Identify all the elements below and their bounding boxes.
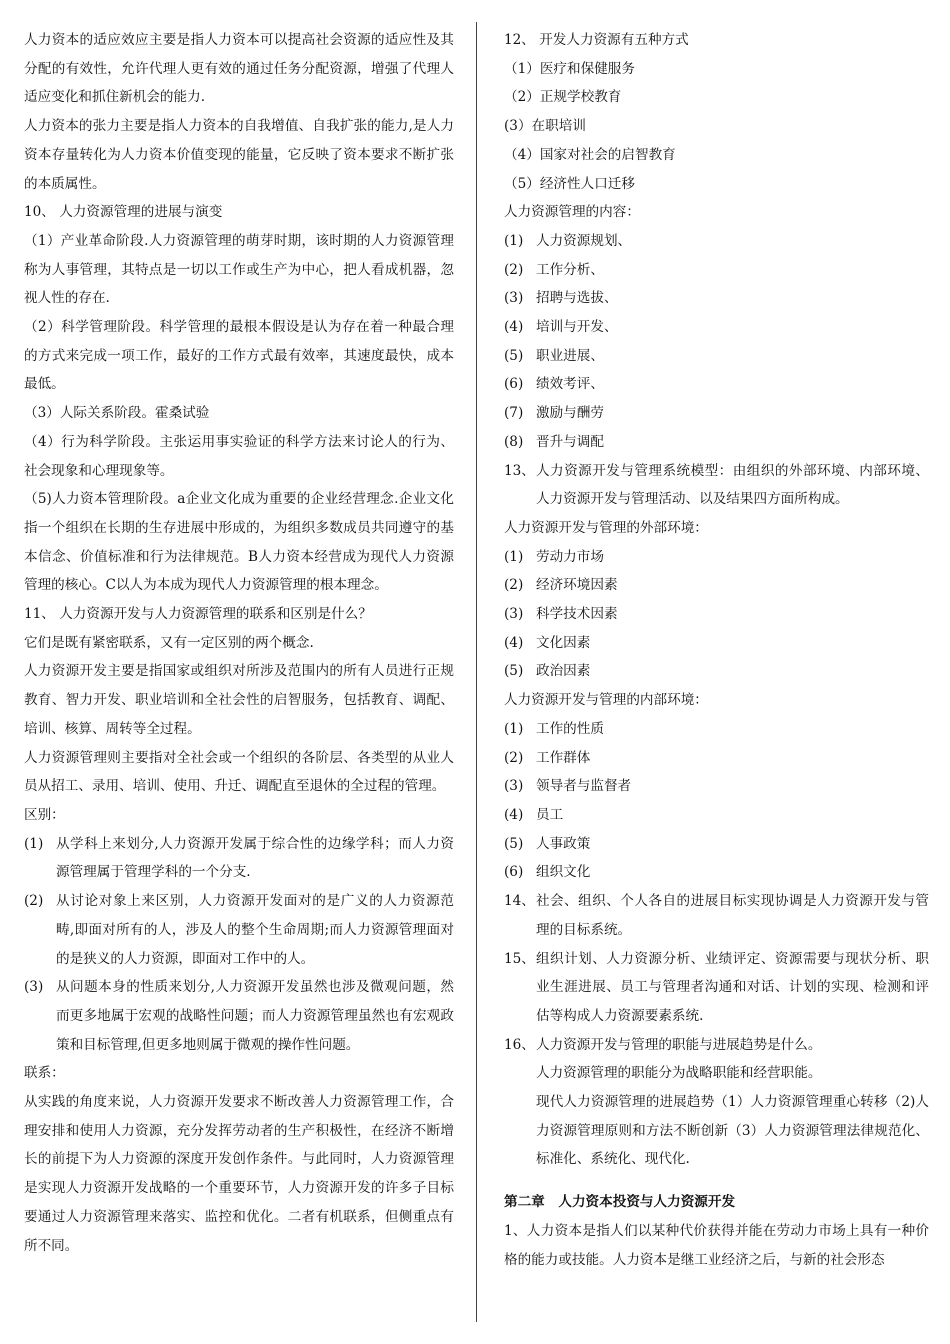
item-number: (1) (504, 720, 524, 737)
item-text: 人力资源开发与管理系统模型：由组织的外部环境、内部环境、人力资源开发与管理活动、以及结果四方面所构成。 (536, 462, 929, 508)
item-text: 工作分析、 (536, 261, 604, 278)
item-number: (2) (504, 577, 524, 594)
question-12-heading: 12、 开发人力资源有五种方式 (504, 32, 689, 48)
internal-list-item (504, 772, 929, 801)
question-11-heading: 11、 人力资源开发与人力资源管理的联系和区别是什么？ (24, 606, 372, 623)
item-number: (4) (504, 806, 524, 823)
way-item: （5）经济性人口迁移 (504, 175, 635, 192)
way-item: （2）正规学校教育 (504, 89, 622, 106)
stage-2-paragraph: （2）科学管理阶段。科学管理的最根本假设是认为存在着一种最合理的方式来完成一项工作，最好的工作方式最有效率，其速度最快，成本最低。 (24, 319, 454, 393)
item-text: 培训与开发、 (536, 319, 618, 336)
item-number: 13、 (504, 462, 535, 479)
item-number: (5) (504, 835, 524, 852)
content-list-item (504, 256, 929, 285)
way-item: （1）医疗和保健服务 (504, 60, 635, 77)
paragraph-management-definition: 人力资源管理则主要指对全社会或一个组织的各阶层、各类型的从业人员从招工、录用、培训、使用、升迁、调配直至退休的全过程的管理。 (24, 749, 454, 795)
item-number: (8) (504, 433, 524, 450)
question-16-trends: 现代人力资源管理的进展趋势（1）人力资源管理重心转移（2)人力资源管理原则和方法不断创新（3）人力资源管理法律规范化、标准化、系统化、现代化. (536, 1094, 929, 1168)
difference-item (24, 830, 454, 887)
external-environment-heading: 人力资源开发与管理的外部环境： (504, 519, 708, 536)
item-number: (1) (504, 232, 524, 249)
item-number: (2) (504, 261, 524, 278)
item-number: 14、 (504, 893, 535, 910)
chapter-2-heading: 第二章 人力资本投资与人力资源开发 (504, 1194, 736, 1211)
item-text: 工作的性质 (536, 720, 604, 737)
item-text: 人力资源规划、 (536, 232, 632, 249)
item-text: 从学科上来划分,人力资源开发属于综合性的边缘学科；而人力资源管理属于管理学科的一个分支. (56, 835, 454, 881)
item-number: (4) (504, 634, 524, 651)
stage-5-paragraph: （5)人力资本管理阶段。a企业文化成为重要的企业经营理念.企业文化指一个组织在长期的生存进展中形成的，为组织多数成员共同遵守的基本信念、价值标准和行为法律规范。B人力资本经营成为现代人力资源管理的核心。C以人为本成为现代人力资源管理的根本理念。 (24, 491, 454, 594)
item-text: 经济环境因素 (536, 577, 618, 594)
item-number: 15、 (504, 950, 535, 967)
item-text: 工作群体 (536, 749, 591, 766)
item-number: (3) (504, 290, 524, 307)
column-divider (476, 22, 477, 1322)
item-number: (3) (24, 979, 44, 996)
right-column (504, 26, 929, 1274)
content-heading: 人力资源管理的内容： (504, 204, 640, 221)
item-text: 文化因素 (536, 634, 591, 651)
content-list-item (504, 342, 929, 371)
item-number: (7) (504, 405, 524, 422)
item-number: (1) (504, 548, 524, 565)
stage-4-paragraph: （4）行为科学阶段。主张运用事实验证的科学方法来讨论人的行为、社会现象和心理现象等。 (24, 433, 454, 479)
internal-list-item (504, 858, 929, 887)
item-text: 招聘与选拔、 (536, 290, 618, 307)
difference-item (24, 973, 454, 1059)
way-item: (3）在职培训 (504, 118, 586, 135)
question-16-functions: 人力资源管理的职能分为战略职能和经营职能。 (536, 1065, 822, 1082)
paragraph-development-definition: 人力资源开发主要是指国家或组织对所涉及范围内的所有人员进行正规教育、智力开发、职业培训和全社会性的启智服务，包括教育、调配、培训、核算、周转等全过程。 (24, 663, 454, 737)
item-text: 劳动力市场 (536, 548, 604, 565)
external-list-item (504, 657, 929, 686)
paragraph-connection: 从实践的角度来说，人力资源开发要求不断改善人力资源管理工作，合理安排和使用人力资源，充分发挥劳动者的生产积极性，在经济不断增长的前提下为人力资源的深度开发创作条件。与此同时，人力资源管理是实现人力资源开发战略的一个重要环节，人力资源开发的许多子目标要通过人力资源管理来落实、监控和优化。二者有机联系，但侧重点有所不同。 (24, 1094, 454, 1254)
item-number: (5) (504, 347, 524, 364)
item-text: 绩效考评、 (536, 376, 604, 393)
internal-environment-heading: 人力资源开发与管理的内部环境： (504, 692, 708, 709)
item-text: 晋升与调配 (536, 433, 604, 450)
internal-list-item (504, 801, 929, 830)
question-10-heading: 10、 人力资源管理的进展与演变 (24, 204, 223, 221)
content-list-item (504, 313, 929, 342)
stage-1-paragraph: （1）产业革命阶段.人力资源管理的萌芽时期，该时期的人力资源管理称为人事管理，其特点是一切以工作或生产为中心，把人看成机器，忽视人性的存在. (24, 232, 454, 307)
internal-list-item (504, 715, 929, 744)
content-list-item (504, 370, 929, 399)
content-list-item (504, 284, 929, 313)
external-list-item (504, 571, 929, 600)
item-number: (5) (504, 663, 524, 680)
content-list-item (504, 428, 929, 457)
item-number: (2) (504, 749, 524, 766)
item-text: 科学技术因素 (536, 606, 618, 623)
question-16-item (504, 1031, 929, 1175)
external-list-item (504, 629, 929, 658)
item-number: 16、 (504, 1036, 535, 1053)
item-number: (3) (504, 778, 524, 795)
item-number: (4) (504, 319, 524, 336)
question-15-item (504, 945, 929, 1031)
item-text: 政治因素 (536, 663, 591, 680)
difference-heading: 区别： (24, 806, 65, 823)
item-number: (2) (24, 893, 44, 910)
internal-list-item (504, 744, 929, 773)
question-16-body (536, 1031, 929, 1175)
stage-3-paragraph: （3）人际关系阶段。霍桑试验 (24, 405, 210, 422)
external-list-item (504, 543, 929, 572)
external-list-item (504, 600, 929, 629)
paragraph-tension: 人力资本的张力主要是指人力资本的自我增值、自我扩张的能力,是人力资本存量转化为人力资本价值变现的能量，它反映了资本要求不断扩张的本质属性。 (24, 118, 454, 192)
item-text: 组织计划、人力资源分析、业绩评定、资源需要与现状分析、职业生涯进展、员工与管理者沟通和对话、计划的实现、检测和评估等构成人力资源要素系统. (536, 950, 929, 1024)
item-text: 激励与酬劳 (536, 405, 604, 422)
item-text: 从讨论对象上来区别，人力资源开发面对的是广义的人力资源范畴,即面对所有的人，涉及人的整个生命周期;而人力资源管理面对的是狭义的人力资源，即面对工作中的人。 (56, 893, 454, 967)
way-item: （4）国家对社会的启智教育 (504, 146, 676, 163)
item-number: (6) (504, 376, 524, 393)
content-list-item (504, 399, 929, 428)
item-text: 人事政策 (536, 835, 591, 852)
item-text: 领导者与监督者 (536, 778, 632, 795)
question-14-item (504, 887, 929, 944)
paragraph-adaptive-effect: 人力资本的适应效应主要是指人力资本可以提高社会资源的适应性及其分配的有效性，允许代理人更有效的通过任务分配资源，增强了代理人适应变化和抓住新机会的能力. (24, 32, 454, 106)
internal-list-item (504, 830, 929, 859)
question-13-item (504, 457, 929, 514)
content-list-item (504, 227, 929, 256)
paragraph-two-concepts: 它们是既有紧密联系，又有一定区别的两个概念. (24, 634, 314, 651)
item-number: (3) (504, 606, 524, 623)
item-text: 员工 (536, 806, 564, 823)
question-16-text: 人力资源开发与管理的职能与进展趋势是什么。 (536, 1036, 822, 1053)
paragraph-human-capital-definition: 1、人力资本是指人们以某种代价获得并能在劳动力市场上具有一种价格的能力或技能。人力资本是继工业经济之后，与新的社会形态 (504, 1222, 929, 1268)
item-text: 从问题本身的性质来划分,人力资源开发虽然也涉及微观问题，然而更多地属于宏观的战略性问题；而人力资源管理虽然也有宏观政策和目标管理,但更多地则属于微观的操作性问题。 (56, 979, 454, 1053)
item-text: 职业进展、 (536, 347, 604, 364)
item-number: (6) (504, 864, 524, 881)
left-column (24, 26, 454, 1260)
item-number: (1) (24, 835, 44, 852)
difference-item (24, 887, 454, 973)
item-text: 社会、组织、个人各自的进展目标实现协调是人力资源开发与管理的目标系统。 (536, 893, 929, 938)
connection-heading: 联系： (24, 1065, 65, 1082)
item-text: 组织文化 (536, 864, 591, 881)
